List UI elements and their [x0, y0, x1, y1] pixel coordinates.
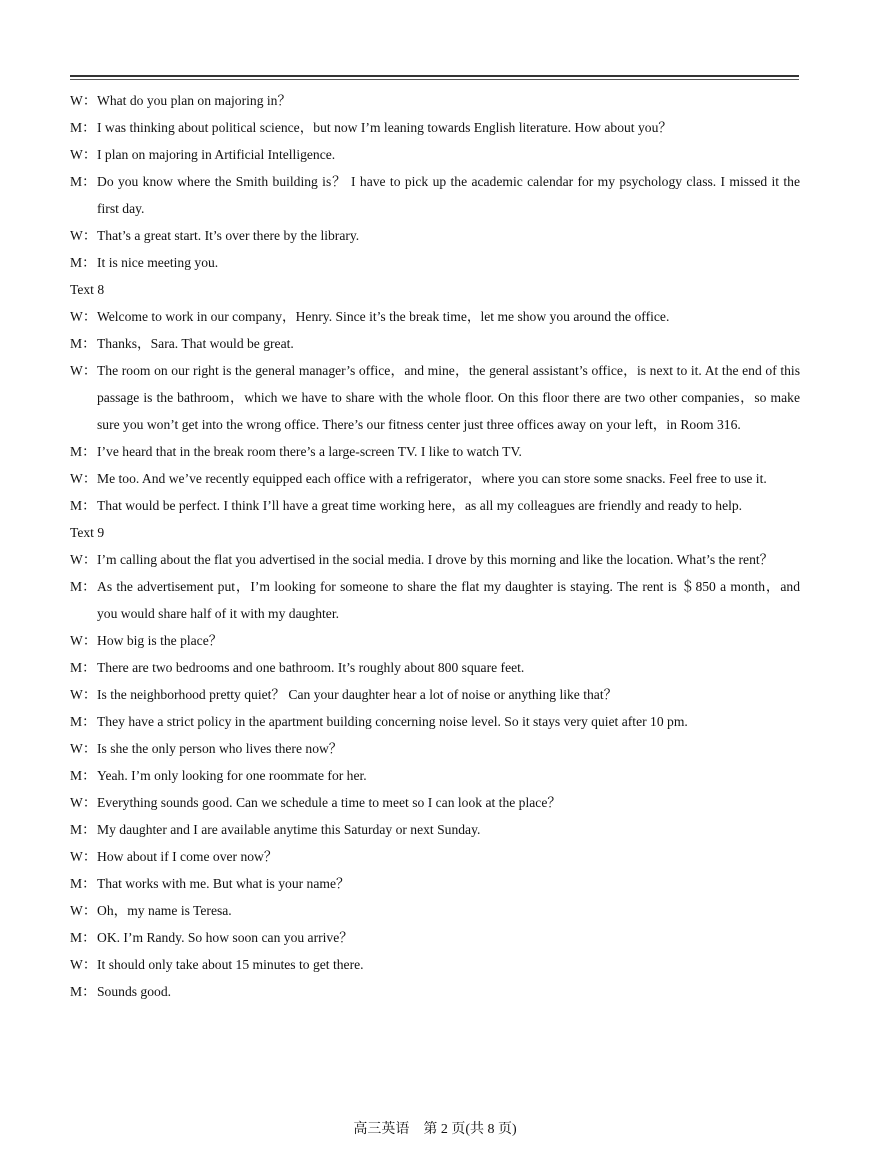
- utterance-text: That works with me. But what is your name？: [97, 876, 350, 891]
- speaker-label: M：: [70, 768, 96, 783]
- dialogue-line: [70, 897, 800, 924]
- utterance-text: Do you know where the Smith building is？ I have to pick up the academic calendar for my psychology class. I missed it the first day.: [97, 174, 800, 216]
- dialogue-line: [70, 303, 800, 330]
- utterance-text: I was thinking about political science，but now I’m leaning towards English literature. How about you？: [97, 120, 672, 135]
- speaker-label: W：: [70, 552, 97, 567]
- dialogue-line: [70, 789, 800, 816]
- dialogue-line: [70, 573, 800, 627]
- speaker-label: M：: [70, 120, 96, 135]
- dialogue-line: [70, 546, 800, 573]
- dialogue-line: [70, 465, 800, 492]
- speaker-label: M：: [70, 930, 96, 945]
- utterance-text: I’ve heard that in the break room there’s a large-screen TV. I like to watch TV.: [97, 444, 522, 459]
- dialogue-line: [70, 843, 800, 870]
- speaker-label: M：: [70, 579, 96, 594]
- dialogue-line: [70, 816, 800, 843]
- header-rule-thick: [70, 75, 799, 77]
- utterance-text: What do you plan on majoring in？: [97, 93, 292, 108]
- speaker-label: M：: [70, 174, 96, 189]
- speaker-label: W：: [70, 633, 97, 648]
- speaker-label: W：: [70, 93, 97, 108]
- dialogue-line: [70, 330, 800, 357]
- utterance-text: How big is the place？: [97, 633, 223, 648]
- dialogue-line: [70, 87, 800, 114]
- dialogue-line: [70, 114, 800, 141]
- speaker-label: M：: [70, 876, 96, 891]
- utterance-text: They have a strict policy in the apartment building concerning noise level. So it stays very quiet after 10 pm.: [97, 714, 688, 729]
- speaker-label: M：: [70, 660, 96, 675]
- utterance-text: I’m calling about the flat you advertised in the social media. I drove by this morning and like the location. What’s the rent？: [97, 552, 774, 567]
- dialogue-line: [70, 249, 800, 276]
- dialogue-line: [70, 168, 800, 222]
- utterance-text: It should only take about 15 minutes to get there.: [97, 957, 364, 972]
- utterance-text: There are two bedrooms and one bathroom. It’s roughly about 800 square feet.: [97, 660, 525, 675]
- utterance-text: Is she the only person who lives there now？: [97, 741, 343, 756]
- dialogue-line: [70, 870, 800, 897]
- dialogue-line: [70, 438, 800, 465]
- speaker-label: W：: [70, 147, 97, 162]
- speaker-label: W：: [70, 687, 97, 702]
- utterance-text: Thanks，Sara. That would be great.: [97, 336, 294, 351]
- section-heading: Text 8: [70, 282, 105, 297]
- utterance-text: Welcome to work in our company，Henry. Since it’s the break time，let me show you around the office.: [97, 309, 670, 324]
- dialogue-line: [70, 951, 800, 978]
- speaker-label: W：: [70, 471, 97, 486]
- dialogue-line: [70, 222, 800, 249]
- utterance-text: It is nice meeting you.: [97, 255, 219, 270]
- dialogue-line: [70, 492, 800, 519]
- section-heading: Text 9: [70, 525, 105, 540]
- utterance-text: My daughter and I are available anytime this Saturday or next Sunday.: [97, 822, 481, 837]
- dialogue-line: [70, 762, 800, 789]
- speaker-label: M：: [70, 498, 96, 513]
- utterance-text: Oh，my name is Teresa.: [97, 903, 232, 918]
- speaker-label: W：: [70, 309, 97, 324]
- utterance-text: How about if I come over now？: [97, 849, 278, 864]
- utterance-text: Sounds good.: [97, 984, 172, 999]
- dialogue-line: [70, 357, 800, 438]
- speaker-label: W：: [70, 903, 97, 918]
- transcript-body: [70, 87, 800, 1005]
- speaker-label: M：: [70, 444, 96, 459]
- speaker-label: M：: [70, 336, 96, 351]
- speaker-label: W：: [70, 795, 97, 810]
- speaker-label: W：: [70, 957, 97, 972]
- speaker-label: W：: [70, 228, 97, 243]
- speaker-label: W：: [70, 741, 97, 756]
- speaker-label: W：: [70, 849, 97, 864]
- utterance-text: I plan on majoring in Artificial Intelligence.: [97, 147, 336, 162]
- utterance-text: That would be perfect. I think I’ll have a great time working here，as all my colleagues are friendly and ready to help.: [97, 498, 743, 513]
- utterance-text: The room on our right is the general manager’s office，and mine，the general assistant’s office，is next to it. At the end of this passage is the bathroom，which we have to share with the whole floor. On this floor there are two other companies，so make sure you won’t get into the wrong office. There’s our fitness center just three offices away on your left，in Room 316.: [97, 363, 800, 432]
- dialogue-line: [70, 681, 800, 708]
- dialogue-line: [70, 141, 800, 168]
- utterance-text: Yeah. I’m only looking for one roommate for her.: [97, 768, 367, 783]
- dialogue-line: [70, 978, 800, 1005]
- dialogue-line: [70, 735, 800, 762]
- utterance-text: OK. I’m Randy. So how soon can you arrive？: [97, 930, 353, 945]
- utterance-text: Me too. And we’ve recently equipped each office with a refrigerator，where you can store some snacks. Feel free to use it.: [97, 471, 767, 486]
- speaker-label: M：: [70, 984, 96, 999]
- utterance-text: Is the neighborhood pretty quiet？ Can your daughter hear a lot of noise or anything like that？: [97, 687, 618, 702]
- speaker-label: M：: [70, 822, 96, 837]
- dialogue-line: [70, 627, 800, 654]
- speaker-label: M：: [70, 255, 96, 270]
- utterance-text: Everything sounds good. Can we schedule a time to meet so I can look at the place？: [97, 795, 561, 810]
- utterance-text: As the advertisement put，I’m looking for someone to share the flat my daughter is staying. The rent is ＄850 a month，and you would share half of it with my daughter.: [97, 579, 800, 621]
- page-footer: 高三英语 第 2 页(共 8 页): [353, 1122, 517, 1137]
- dialogue-line: [70, 924, 800, 951]
- utterance-text: That’s a great start. It’s over there by the library.: [97, 228, 360, 243]
- dialogue-line: [70, 654, 800, 681]
- speaker-label: W：: [70, 363, 97, 378]
- header-rule-thin: [70, 79, 799, 80]
- speaker-label: M：: [70, 714, 96, 729]
- dialogue-line: [70, 708, 800, 735]
